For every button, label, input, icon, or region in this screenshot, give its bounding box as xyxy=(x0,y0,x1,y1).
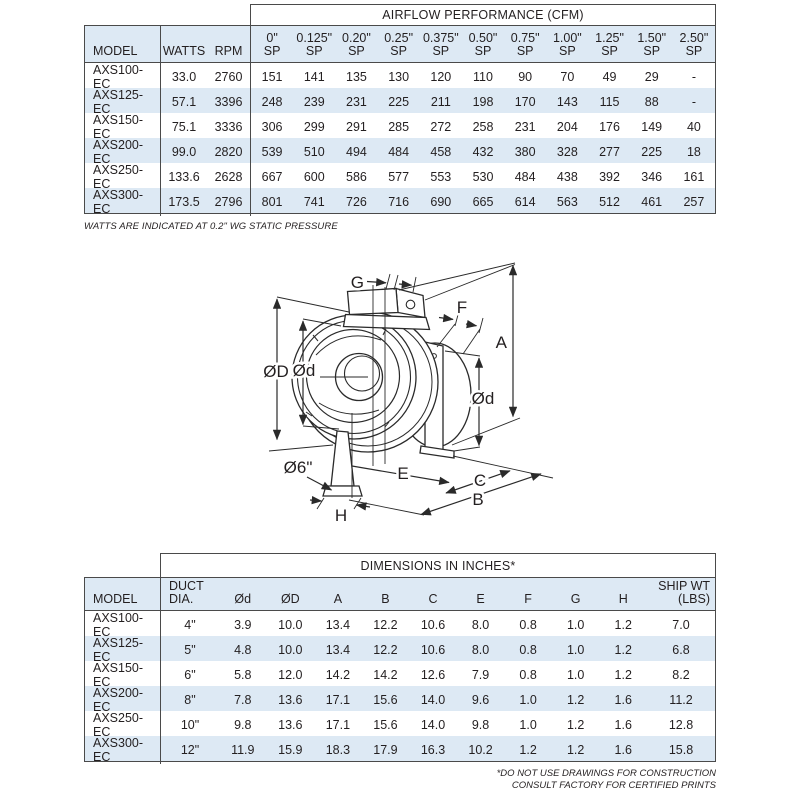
rpm-cell: 3396 xyxy=(207,88,251,116)
dim-cell-3: 13.6 xyxy=(278,693,303,707)
cfm-cell-1: 741 xyxy=(303,195,325,209)
cfm-cell-8: 176 xyxy=(599,120,620,134)
dim-column-header-B xyxy=(362,578,410,610)
model-cell: AXS200-EC xyxy=(85,686,161,714)
dim-column-header-A xyxy=(314,578,362,610)
airflow-header-row xyxy=(85,26,715,63)
cfm-cell-8: 49 xyxy=(602,70,617,84)
dimensions-table-body xyxy=(84,577,716,762)
cfm-cell-1: 239 xyxy=(303,95,325,109)
cfm-cell-9: 88 xyxy=(644,95,659,109)
cfm-cell-0: 248 xyxy=(261,95,283,109)
dim-arrow-G2 xyxy=(399,284,412,285)
header-line-1: B xyxy=(381,592,390,606)
dim-cell-6: 10.6 xyxy=(420,643,446,657)
sp-suffix: SP xyxy=(474,44,492,58)
cfm-cell-4: 690 xyxy=(430,195,452,209)
sp-value: 0.50" xyxy=(468,31,498,45)
dim-column-header-H xyxy=(599,578,647,610)
header-line-1: A xyxy=(333,592,343,606)
cfm-cell-6: 614 xyxy=(514,195,536,209)
cfm-cell-0: 306 xyxy=(261,120,283,134)
sp-value: 0.20" xyxy=(342,31,371,45)
dim-cell-9: 1.0 xyxy=(566,643,585,657)
cfm-cell-6: 90 xyxy=(518,70,533,84)
airflow-row-AXS100-EC xyxy=(85,63,715,91)
dim-cell-7: 7.9 xyxy=(471,668,490,682)
dim-cell-4: 17.1 xyxy=(325,693,351,707)
header-line-1: H xyxy=(618,592,628,606)
dim-cell-5: 17.9 xyxy=(373,743,398,757)
sp-value: 0" xyxy=(266,31,278,45)
dim-cell-1: 5" xyxy=(184,643,196,657)
column-header-sp-10 xyxy=(673,26,715,62)
cfm-cell-3: 577 xyxy=(388,170,410,184)
dim-cell-6: 12.6 xyxy=(420,668,446,682)
model-cell: AXS100-EC xyxy=(85,63,161,91)
cfm-cell-3: 716 xyxy=(388,195,410,209)
dim-cell-1: 10" xyxy=(180,718,200,732)
sp-value: 1.50" xyxy=(637,31,667,45)
rear-foot xyxy=(420,446,454,458)
airflow-row-AXS300-EC xyxy=(85,188,715,216)
dim-cell-1: 4" xyxy=(184,618,196,632)
cfm-cell-6: 231 xyxy=(514,120,536,134)
header-line-1: E xyxy=(476,592,485,606)
column-header-sp-5 xyxy=(462,26,504,62)
header-line-1: SHIP WT xyxy=(658,579,710,593)
cfm-cell-3: 285 xyxy=(388,120,410,134)
watts-cell: 75.1 xyxy=(171,120,197,134)
front-foot xyxy=(323,486,362,496)
cfm-cell-4: 211 xyxy=(430,95,451,109)
dim-cell-8: 1.0 xyxy=(519,693,537,707)
header-line-1: G xyxy=(570,592,581,606)
dim-column-header-C xyxy=(409,578,457,610)
header-line-2: (LBS) xyxy=(678,592,710,606)
dim-cell-3: 12.0 xyxy=(278,668,303,682)
cfm-cell-3: 130 xyxy=(388,70,410,84)
airflow-row-AXS200-EC xyxy=(85,138,715,166)
dim-cell-10: 1.2 xyxy=(614,668,632,682)
dimensions-header-row xyxy=(85,578,715,611)
column-header-sp-2 xyxy=(335,26,377,62)
label-C: C xyxy=(473,471,487,490)
model-cell: AXS300-EC xyxy=(85,736,161,764)
column-header-sp-9 xyxy=(631,26,673,62)
airflow-table-banner: AIRFLOW PERFORMANCE (CFM) xyxy=(250,4,716,25)
dim-cell-3: 10.0 xyxy=(278,643,303,657)
cfm-cell-2: 231 xyxy=(346,95,367,109)
header-line-2: DIA. xyxy=(169,592,194,606)
dim-cell-1: 12" xyxy=(180,743,200,757)
dim-cell-10: 1.2 xyxy=(614,618,632,632)
dim-cell-5: 12.2 xyxy=(373,618,398,632)
sp-suffix: SP xyxy=(559,44,576,58)
dimensions-rows xyxy=(85,611,715,764)
cfm-cell-10: 257 xyxy=(683,195,705,209)
dim-cell-7: 10.2 xyxy=(468,743,493,757)
cfm-cell-7: 143 xyxy=(556,95,578,109)
label-A: A xyxy=(495,333,507,352)
cfm-cell-7: 70 xyxy=(560,70,575,84)
cfm-cell-7: 563 xyxy=(556,195,578,209)
cfm-cell-10: - xyxy=(691,95,696,109)
label-H: H xyxy=(334,506,348,525)
label-F: F xyxy=(456,298,468,317)
dim-cell-10: 1.6 xyxy=(614,693,632,707)
dimensions-row-AXS200-EC xyxy=(85,686,715,714)
dim-cell-3: 15.9 xyxy=(278,743,303,757)
dim-cell-2: 11.9 xyxy=(231,743,255,757)
model-cell: AXS300-EC xyxy=(85,188,161,216)
cfm-cell-9: 29 xyxy=(644,70,659,84)
dim-cell-6: 14.0 xyxy=(420,693,446,707)
dim-cell-10: 1.2 xyxy=(614,643,632,657)
header-line-1: ØD xyxy=(280,592,300,606)
sp-value: 0.75" xyxy=(510,31,540,45)
dim-cell-10: 1.6 xyxy=(614,743,632,757)
dim-cell-4: 14.2 xyxy=(325,668,351,682)
model-cell: AXS200-EC xyxy=(85,138,161,166)
dim-cell-4: 13.4 xyxy=(325,643,351,657)
dim-column-header-SHIP WT xyxy=(647,578,715,610)
column-header-sp-3 xyxy=(378,26,420,62)
dim-cell-7: 8.0 xyxy=(471,643,490,657)
cfm-cell-0: 667 xyxy=(261,170,283,184)
cfm-cell-1: 600 xyxy=(303,170,325,184)
sp-suffix: SP xyxy=(643,44,661,58)
dimensions-row-AXS250-EC xyxy=(85,711,715,739)
dim-cell-11: 15.8 xyxy=(668,743,694,757)
model-cell: AXS125-EC xyxy=(85,636,161,664)
dia6-leader-arrow xyxy=(307,477,332,490)
fan-body xyxy=(292,289,471,497)
cfm-cell-9: 225 xyxy=(641,145,663,159)
model-cell: AXS150-EC xyxy=(85,113,161,141)
dim-column-header-G xyxy=(552,578,600,610)
dimensions-table xyxy=(84,553,716,762)
sp-value: 0.375" xyxy=(422,31,459,45)
dim-cell-8: 0.8 xyxy=(519,668,537,682)
rpm-cell: 2760 xyxy=(207,63,251,91)
cfm-cell-6: 484 xyxy=(514,170,536,184)
watts-cell: 33.0 xyxy=(171,70,197,84)
sp-suffix: SP xyxy=(305,44,323,58)
dim-cell-1: 6" xyxy=(184,668,196,682)
dim-cell-4: 18.3 xyxy=(325,743,351,757)
dim-arrow-G1 xyxy=(367,282,386,283)
rpm-cell: 2796 xyxy=(207,188,251,216)
column-header-sp-1 xyxy=(293,26,335,62)
header-line-1: DUCT xyxy=(169,579,204,593)
sp-value: 1.25" xyxy=(595,31,624,45)
cfm-cell-7: 438 xyxy=(556,170,578,184)
dim-cell-9: 1.0 xyxy=(566,668,585,682)
dim-column-header-Ød xyxy=(219,578,267,610)
dim-cell-11: 8.2 xyxy=(672,668,690,682)
dim-arrow-H2 xyxy=(357,505,371,507)
model-cell: AXS100-EC xyxy=(85,611,161,639)
cfm-cell-4: 272 xyxy=(430,120,452,134)
model-cell: AXS125-EC xyxy=(85,88,161,116)
sp-value: 0.125" xyxy=(296,31,333,45)
sp-suffix: SP xyxy=(601,44,618,58)
cfm-cell-9: 149 xyxy=(641,120,663,134)
sp-suffix: SP xyxy=(348,44,365,58)
header-line-1: F xyxy=(524,592,532,606)
dim-cell-11: 11.2 xyxy=(669,693,693,707)
airflow-row-AXS125-EC xyxy=(85,88,715,116)
model-cell: AXS150-EC xyxy=(85,661,161,689)
label-dia-6: Ø6" xyxy=(283,458,313,477)
dim-cell-5: 15.6 xyxy=(373,718,398,732)
cfm-cell-5: 110 xyxy=(473,70,493,84)
dim-cell-2: 5.8 xyxy=(234,668,252,682)
dimensions-row-AXS150-EC xyxy=(85,661,715,689)
cfm-cell-4: 458 xyxy=(430,145,452,159)
airflow-rows xyxy=(85,63,715,216)
junction-box-collar xyxy=(344,315,430,330)
cfm-cell-9: 461 xyxy=(641,195,663,209)
watts-cell: 99.0 xyxy=(171,145,197,159)
dimensions-table-banner: DIMENSIONS IN INCHES* xyxy=(160,553,716,577)
note-line-2: CONSULT FACTORY FOR CERTIFIED PRINTS xyxy=(511,780,716,791)
dim-cell-7: 9.6 xyxy=(471,693,490,707)
watts-footnote: WATTS ARE INDICATED AT 0.2" WG STATIC PRESSURE xyxy=(84,221,338,232)
cfm-cell-4: 120 xyxy=(430,70,452,84)
dim-cell-2: 9.8 xyxy=(234,718,252,732)
model-cell: AXS250-EC xyxy=(85,163,161,191)
label-dia-D: ØD xyxy=(263,362,289,381)
dim-cell-2: 4.8 xyxy=(234,643,252,657)
cfm-cell-7: 328 xyxy=(556,145,578,159)
rpm-cell: 2628 xyxy=(207,163,251,191)
sp-suffix: SP xyxy=(685,44,703,58)
cfm-cell-2: 494 xyxy=(346,145,367,159)
cfm-cell-10: 161 xyxy=(683,170,705,184)
dim-cell-8: 0.8 xyxy=(519,618,537,632)
watts-cell: 57.1 xyxy=(171,95,197,109)
cfm-cell-10: 18 xyxy=(686,145,701,159)
label-G: G xyxy=(350,273,364,292)
dim-cell-7: 8.0 xyxy=(471,618,490,632)
dim-cell-8: 1.0 xyxy=(519,718,537,732)
dim-cell-10: 1.6 xyxy=(614,718,632,732)
dim-column-header-F xyxy=(504,578,552,610)
dim-cell-9: 1.2 xyxy=(566,693,585,707)
cfm-cell-3: 484 xyxy=(388,145,410,159)
dim-column-header-E xyxy=(457,578,505,610)
drawing-notes xyxy=(84,768,716,792)
column-header-sp-0 xyxy=(251,26,293,62)
dim-cell-4: 17.1 xyxy=(325,718,351,732)
dim-cell-5: 12.2 xyxy=(373,643,398,657)
dim-cell-9: 1.2 xyxy=(566,743,585,757)
cfm-cell-8: 512 xyxy=(599,195,620,209)
cfm-cell-8: 392 xyxy=(599,170,620,184)
column-header-sp-8 xyxy=(588,26,630,62)
column-header-sp-4 xyxy=(420,26,462,62)
cfm-cell-0: 801 xyxy=(261,195,283,209)
cfm-cell-7: 204 xyxy=(556,120,578,134)
cfm-cell-5: 530 xyxy=(472,170,494,184)
cfm-cell-4: 553 xyxy=(430,170,452,184)
cfm-cell-8: 277 xyxy=(599,145,620,159)
column-header-watts: WATTS xyxy=(162,44,206,58)
dim-cell-6: 10.6 xyxy=(420,618,446,632)
sp-value: 1.00" xyxy=(552,31,582,45)
header-line-1: MODEL xyxy=(93,592,138,606)
cfm-cell-2: 135 xyxy=(346,70,367,84)
rpm-cell: 2820 xyxy=(207,138,251,166)
cfm-cell-2: 291 xyxy=(346,120,367,134)
dim-cell-5: 15.6 xyxy=(373,693,398,707)
dim-cell-6: 16.3 xyxy=(420,743,446,757)
dim-cell-9: 1.2 xyxy=(566,718,585,732)
cfm-cell-6: 170 xyxy=(514,95,536,109)
column-header-rpm: RPM xyxy=(207,26,251,62)
sp-value: 2.50" xyxy=(679,31,709,45)
sp-suffix: SP xyxy=(390,44,407,58)
column-header-model: MODEL xyxy=(85,26,161,62)
airflow-row-AXS150-EC xyxy=(85,113,715,141)
cfm-cell-8: 115 xyxy=(599,95,620,109)
cfm-cell-2: 586 xyxy=(346,170,367,184)
sp-suffix: SP xyxy=(432,44,450,58)
dim-cell-11: 12.8 xyxy=(668,718,694,732)
watts-cell: 133.6 xyxy=(168,170,200,184)
label-dia-d-right: Ød xyxy=(471,389,495,408)
model-cell: AXS250-EC xyxy=(85,711,161,739)
dim-cell-2: 3.9 xyxy=(234,618,252,632)
cfm-cell-5: 258 xyxy=(472,120,494,134)
dim-cell-3: 10.0 xyxy=(278,618,303,632)
cfm-cell-6: 380 xyxy=(514,145,536,159)
column-header-sp-7 xyxy=(546,26,588,62)
dim-cell-6: 14.0 xyxy=(420,718,446,732)
header-line-1: C xyxy=(428,592,438,606)
airflow-performance-table xyxy=(84,4,716,232)
cfm-cell-5: 198 xyxy=(472,95,494,109)
watts-cell: 173.5 xyxy=(168,195,200,209)
dim-cell-8: 1.2 xyxy=(519,743,537,757)
cfm-cell-0: 539 xyxy=(261,145,283,159)
cfm-cell-3: 225 xyxy=(388,95,410,109)
dim-arrow-F1 xyxy=(439,318,453,320)
sp-value: 0.25" xyxy=(384,31,414,45)
cfm-cell-1: 510 xyxy=(303,145,325,159)
fan-dimension-drawing xyxy=(240,255,570,535)
dim-cell-11: 6.8 xyxy=(672,643,690,657)
dim-cell-7: 9.8 xyxy=(471,718,490,732)
label-E: E xyxy=(397,464,409,483)
cfm-cell-1: 141 xyxy=(303,70,325,84)
cfm-cell-1: 299 xyxy=(303,120,325,134)
dim-arrow-F2 xyxy=(466,324,477,326)
header-line-1: Ød xyxy=(234,592,252,606)
label-B: B xyxy=(472,490,484,509)
dim-arrow-H1 xyxy=(310,500,322,501)
dimensions-row-AXS300-EC xyxy=(85,736,715,764)
dim-column-header-MODEL xyxy=(85,578,161,610)
dimensions-row-AXS125-EC xyxy=(85,636,715,664)
note-line-1: *DO NOT USE DRAWINGS FOR CONSTRUCTION xyxy=(496,768,716,779)
dim-cell-9: 1.0 xyxy=(566,618,585,632)
dim-cell-1: 8" xyxy=(184,693,196,707)
rpm-cell: 3336 xyxy=(207,113,251,141)
cfm-cell-10: 40 xyxy=(686,120,701,134)
dim-cell-8: 0.8 xyxy=(519,643,537,657)
label-dia-d-left: Ød xyxy=(292,361,316,380)
dim-cell-11: 7.0 xyxy=(672,618,690,632)
dim-cell-5: 14.2 xyxy=(373,668,398,682)
cfm-cell-2: 726 xyxy=(346,195,367,209)
dim-cell-3: 13.6 xyxy=(278,718,303,732)
cfm-cell-9: 346 xyxy=(641,170,663,184)
airflow-table-body xyxy=(84,25,716,214)
cfm-cell-10: - xyxy=(691,70,696,84)
junction-box-hole xyxy=(406,300,415,309)
column-header-sp-6 xyxy=(504,26,546,62)
cfm-cell-5: 665 xyxy=(472,195,494,209)
dimensions-row-AXS100-EC xyxy=(85,611,715,639)
sp-suffix: SP xyxy=(263,44,281,58)
cfm-cell-0: 151 xyxy=(261,70,283,84)
dim-cell-4: 13.4 xyxy=(325,618,351,632)
sp-suffix: SP xyxy=(516,44,534,58)
dim-cell-2: 7.8 xyxy=(234,693,252,707)
dim-column-header-ØD xyxy=(267,578,315,610)
dim-column-header-DUCT xyxy=(161,578,219,610)
airflow-row-AXS250-EC xyxy=(85,163,715,191)
cfm-cell-5: 432 xyxy=(472,145,494,159)
